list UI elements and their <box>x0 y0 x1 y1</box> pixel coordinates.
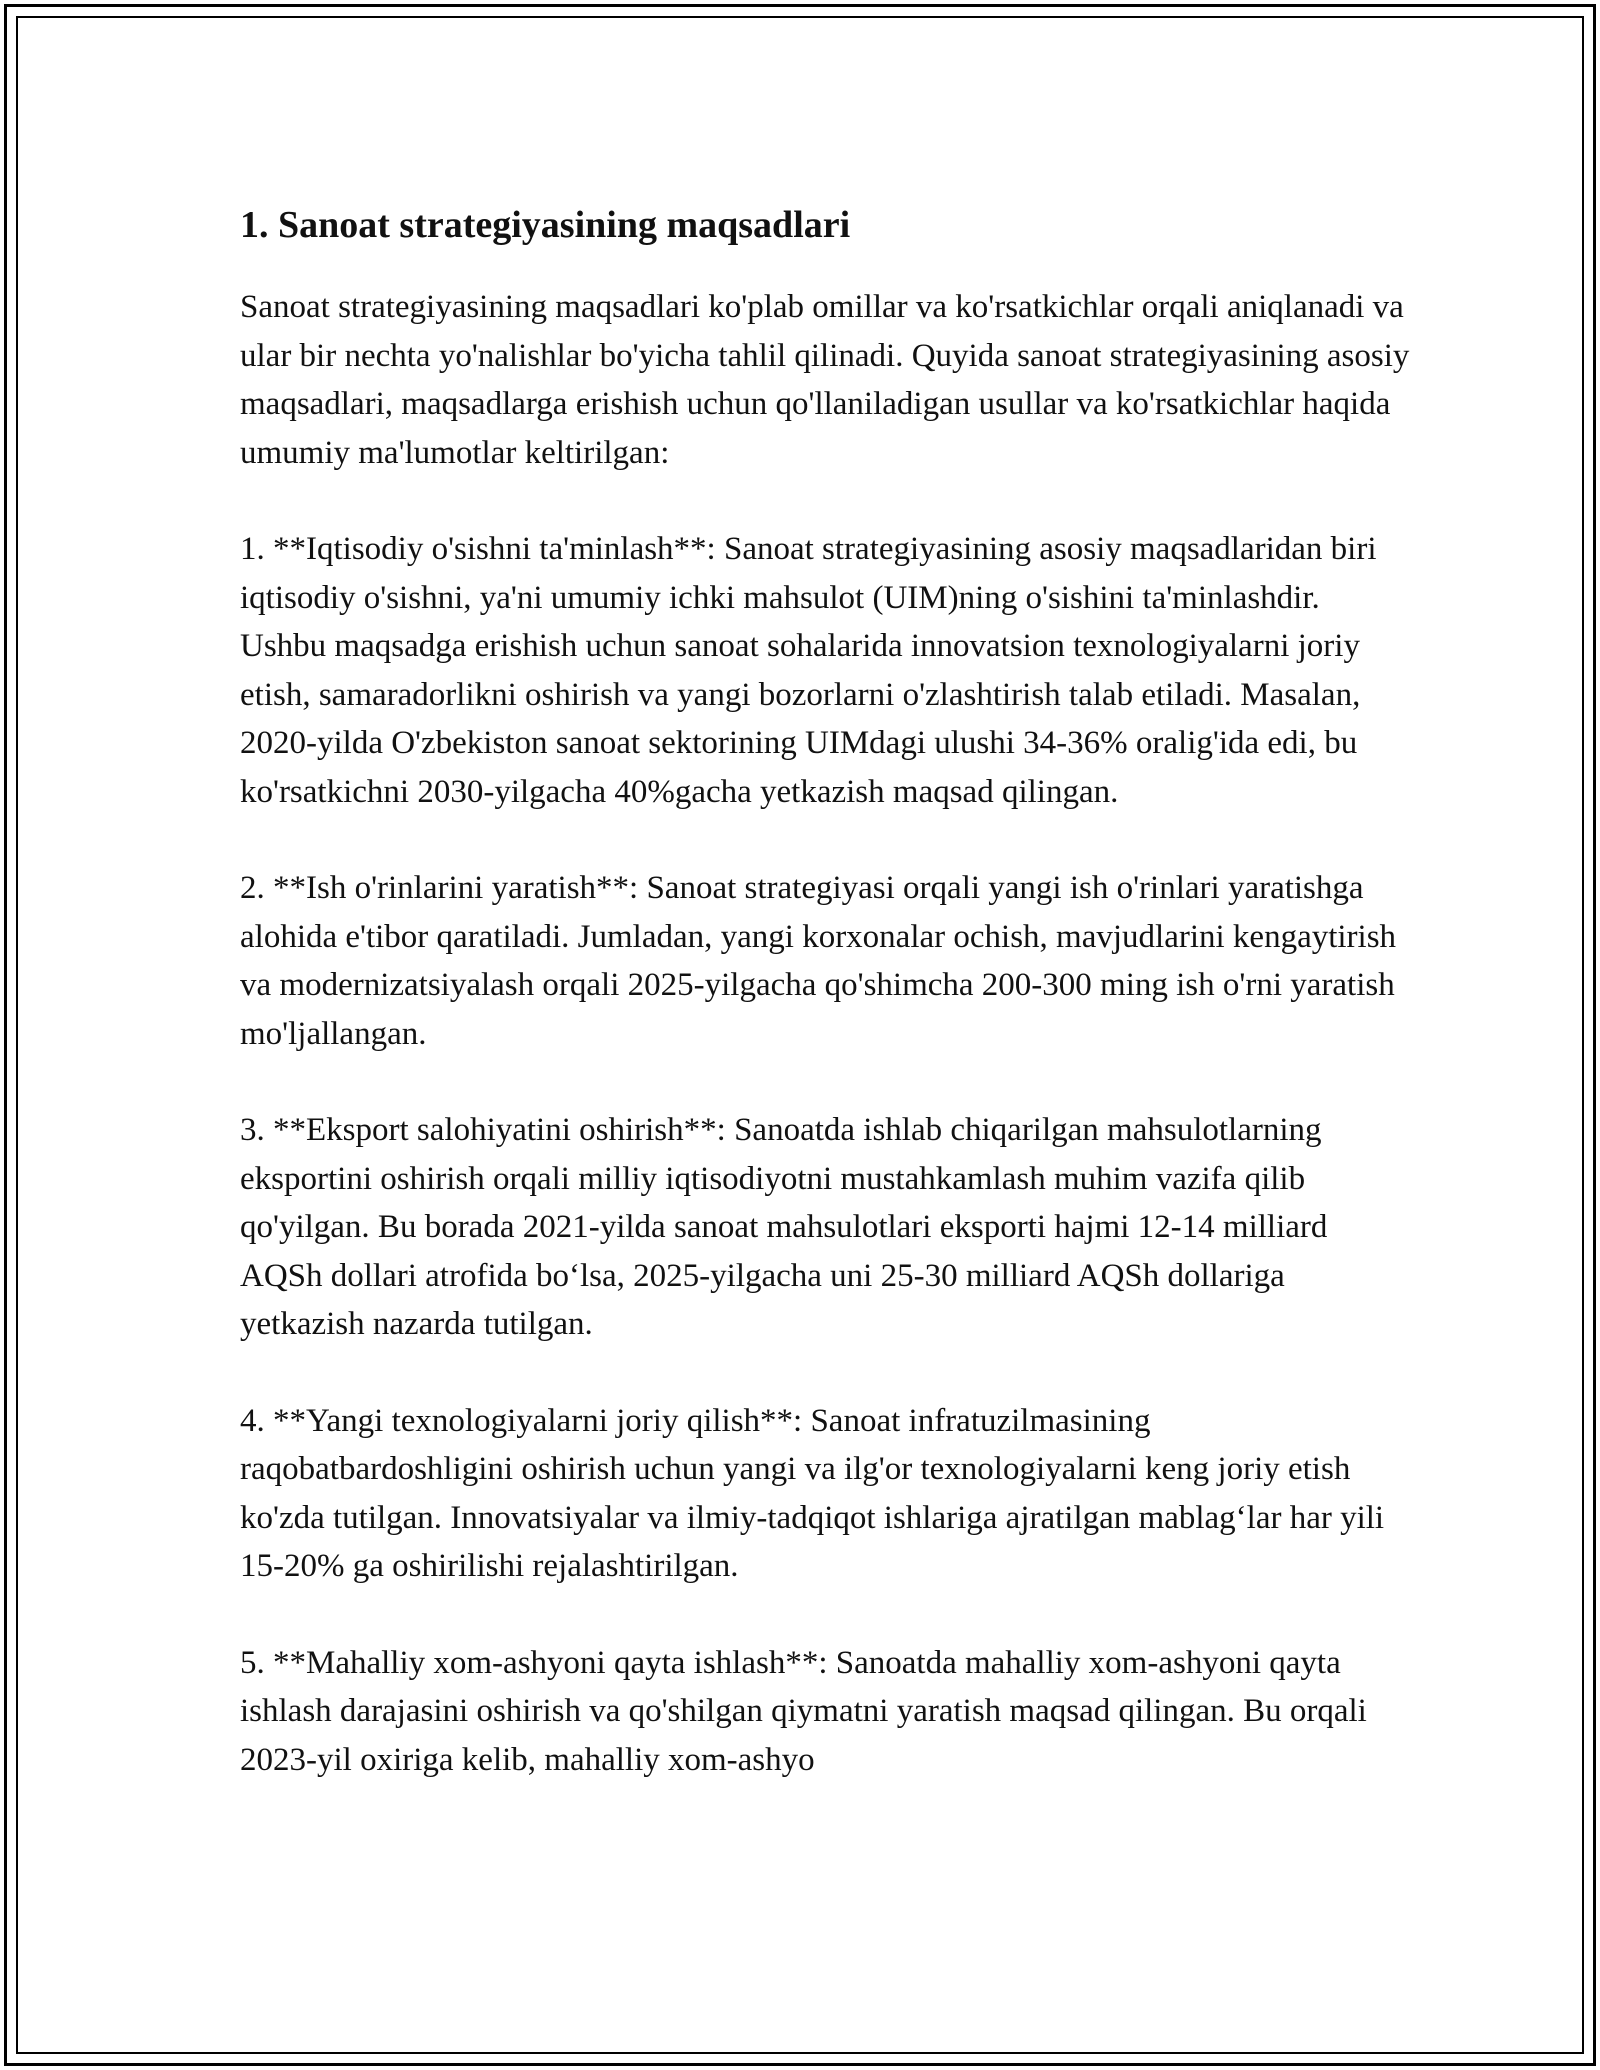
goal-raw-materials-paragraph: 5. **Mahalliy xom-ashyoni qayta ishlash**: Sanoatda mahalliy xom-ashyoni qayta ishlash darajasini oshirish va qo'shilgan qiymatni yaratish maqsad qilingan. Bu orqali 2023-yil oxiriga kelib, mahalliy xom-ashyo <box>240 1644 1367 1778</box>
goal-job-creation-paragraph: 2. **Ish o'rinlarini yaratish**: Sanoat strategiyasi orqali yangi ish o'rinlari yaratishga alohida e'tibor qaratiladi. Jumladan, yangi korxonalar ochish, mavjudlarini kengaytirish va modernizatsiyalash orqali 2025-yilgacha qo'shimcha 200-300 ming ish o'rni yaratish mo'ljallangan. <box>240 870 1397 1052</box>
document-body <box>240 201 1410 1832</box>
goal-export-paragraph: 3. **Eksport salohiyatini oshirish**: Sanoatda ishlab chiqarilgan mahsulotlarning eksportini oshirish orqali milliy iqtisodiyotni mustahkamlash muhim vazifa qilib qo'yilgan. Bu borada 2021-yilda sanoat mahsulotlari eksporti hajmi 12-14 milliard AQSh dollari atrofida bo‘lsa, 2025-yilgacha uni 25-30 milliard AQSh dollariga yetkazish nazarda tutilgan. <box>240 1112 1328 1342</box>
page-border <box>4 4 1596 2066</box>
section-heading: 1. Sanoat strategiyasining maqsadlari <box>240 204 851 246</box>
goal-economic-growth-paragraph: 1. **Iqtisodiy o'sishni ta'minlash**: Sanoat strategiyasining asosiy maqsadlaridan biri iqtisodiy o'sishni, ya'ni umumiy ichki mahsulot (UIM)ning o'sishini ta'minlashdir. Ushbu maqsadga erishish uchun sanoat sohalarida innovatsion texnologiyalarni joriy etish, samaradorlikni oshirish va yangi bozorlarni o'zlashtirish talab etiladi. Masalan, 2020-yilda O'zbekiston sanoat sektorining UIMdagi ulushi 34-36% oralig'ida edi, bu ko'rsatkichni 2030-yilgacha 40%gacha yetkazish maqsad qilingan. <box>240 531 1377 810</box>
goal-technology-paragraph: 4. **Yangi texnologiyalarni joriy qilish**: Sanoat infratuzilmasining raqobatbardoshligini oshirish uchun yangi va ilg'or texnologiyalarni keng joriy etish ko'zda tutilgan. Innovatsiyalar va ilmiy-tadqiqot ishlariga ajratilgan mablag‘lar har yili 15-20% ga oshirilishi rejalashtirilgan. <box>240 1402 1385 1584</box>
intro-paragraph: Sanoat strategiyasining maqsadlari ko'plab omillar va ko'rsatkichlar orqali aniqlanadi va ular bir nechta yo'nalishlar bo'yicha tahlil qilinadi. Quyida sanoat strategiyasining asosiy maqsadlari, maqsadlarga erishish uchun qo'llaniladigan usullar va ko'rsatkichlar haqida umumiy ma'lumotlar keltirilgan: <box>240 289 1410 471</box>
page <box>16 16 1584 2054</box>
